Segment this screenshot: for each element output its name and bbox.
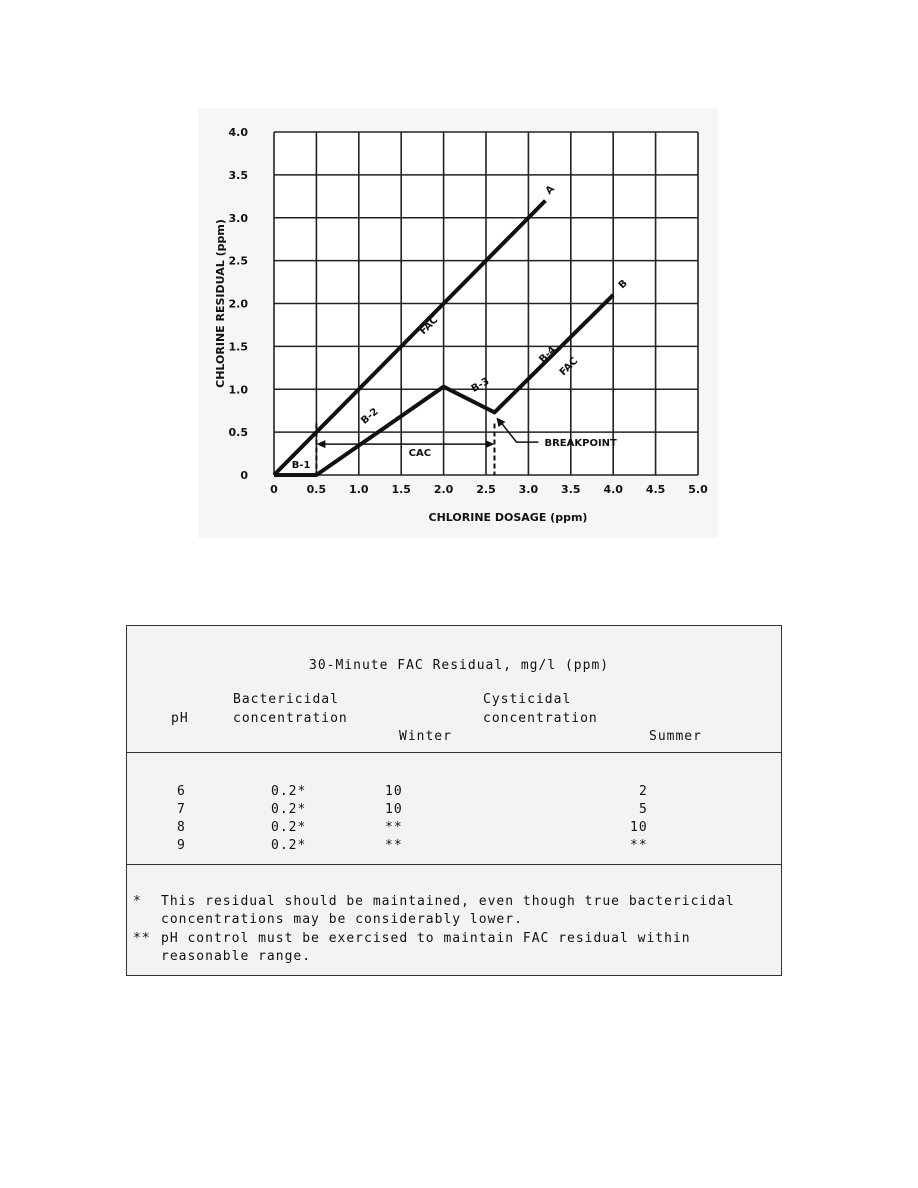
x-tick-label: 0 (270, 483, 278, 496)
x-tick-label: 5.0 (688, 483, 708, 496)
fac-residual-table (126, 625, 782, 976)
label-b4: B-4 (537, 344, 559, 366)
x-tick-label: 3.5 (561, 483, 581, 496)
cell-summer: 2 (639, 784, 648, 799)
note-2-line-1: pH control must be exercised to maintain FAC residual within (161, 931, 691, 946)
label-b2: B-2 (359, 406, 381, 427)
label-fac-b: FAC (557, 355, 581, 379)
notes-divider (127, 864, 781, 865)
y-tick-label: 0 (240, 469, 248, 482)
y-tick-label: 4.0 (228, 126, 248, 139)
chart-svg (198, 108, 718, 538)
x-tick-label: 4.0 (603, 483, 623, 496)
header-bactericidal-1: Bactericidal (233, 692, 339, 707)
y-tick-label: 1.0 (228, 383, 248, 397)
label-cac: CAC (408, 448, 432, 460)
header-bactericidal-2: concentration (233, 711, 348, 726)
cell-ph: 8 (177, 820, 186, 835)
cell-winter: ** (385, 838, 403, 853)
y-tick-label: 1.5 (228, 340, 248, 354)
note-1-mark: * (133, 894, 142, 909)
cell-bactericidal: 0.2* (271, 802, 307, 817)
cell-winter: 10 (385, 802, 403, 817)
chlorine-breakpoint-chart (198, 108, 718, 538)
label-fac-a: FAC (417, 314, 441, 337)
cell-ph: 6 (177, 784, 186, 799)
x-tick-label: 2.0 (433, 483, 454, 496)
y-tick-label: 3.0 (228, 211, 248, 225)
cell-ph: 7 (177, 802, 186, 817)
cell-bactericidal: 0.2* (271, 784, 307, 799)
table-title: 30-Minute FAC Residual, mg/l (ppm) (309, 658, 610, 673)
x-tick-label: 4.5 (645, 483, 666, 496)
y-tick-label: 2.5 (228, 254, 248, 268)
x-tick-label: 2.5 (476, 483, 496, 496)
y-axis-label: CHLORINE RESIDUAL (ppm) (214, 219, 227, 388)
cell-bactericidal: 0.2* (271, 838, 307, 853)
cell-ph: 9 (177, 838, 186, 853)
cell-winter: ** (385, 820, 403, 835)
header-cysticidal-2: concentration (483, 711, 598, 726)
note-1-line-2: concentrations may be considerably lower. (161, 912, 523, 927)
y-tick-label: 3.5 (228, 168, 248, 182)
header-winter: Winter (399, 729, 452, 744)
cell-summer: ** (630, 838, 648, 853)
cell-bactericidal: 0.2* (271, 820, 307, 835)
cell-summer: 10 (630, 820, 648, 835)
x-tick-label: 3.0 (518, 483, 539, 496)
note-2-line-2: reasonable range. (161, 949, 312, 964)
y-tick-label: 2.0 (228, 297, 248, 311)
label-b3: B-3 (469, 375, 492, 395)
x-tick-label: 0.5 (306, 483, 327, 496)
x-tick-label: 1.0 (349, 483, 369, 496)
note-2-mark: ** (133, 931, 151, 946)
x-axis-label: CHLORINE DOSAGE (ppm) (428, 511, 588, 524)
y-tick-label: 0.5 (228, 426, 248, 440)
cell-summer: 5 (639, 802, 648, 817)
header-divider (127, 752, 781, 753)
label-breakpoint: BREAKPOINT (544, 438, 617, 450)
header-ph: pH (171, 711, 189, 726)
cell-winter: 10 (385, 784, 403, 799)
note-1-line-1: This residual should be maintained, even though true bactericidal (161, 894, 735, 909)
label-b: B (616, 277, 630, 292)
header-cysticidal-1: Cysticidal (483, 692, 572, 707)
header-summer: Summer (649, 729, 702, 744)
label-b1: B-1 (291, 460, 311, 472)
x-tick-label: 1.5 (391, 483, 411, 496)
label-a: A (543, 183, 558, 197)
